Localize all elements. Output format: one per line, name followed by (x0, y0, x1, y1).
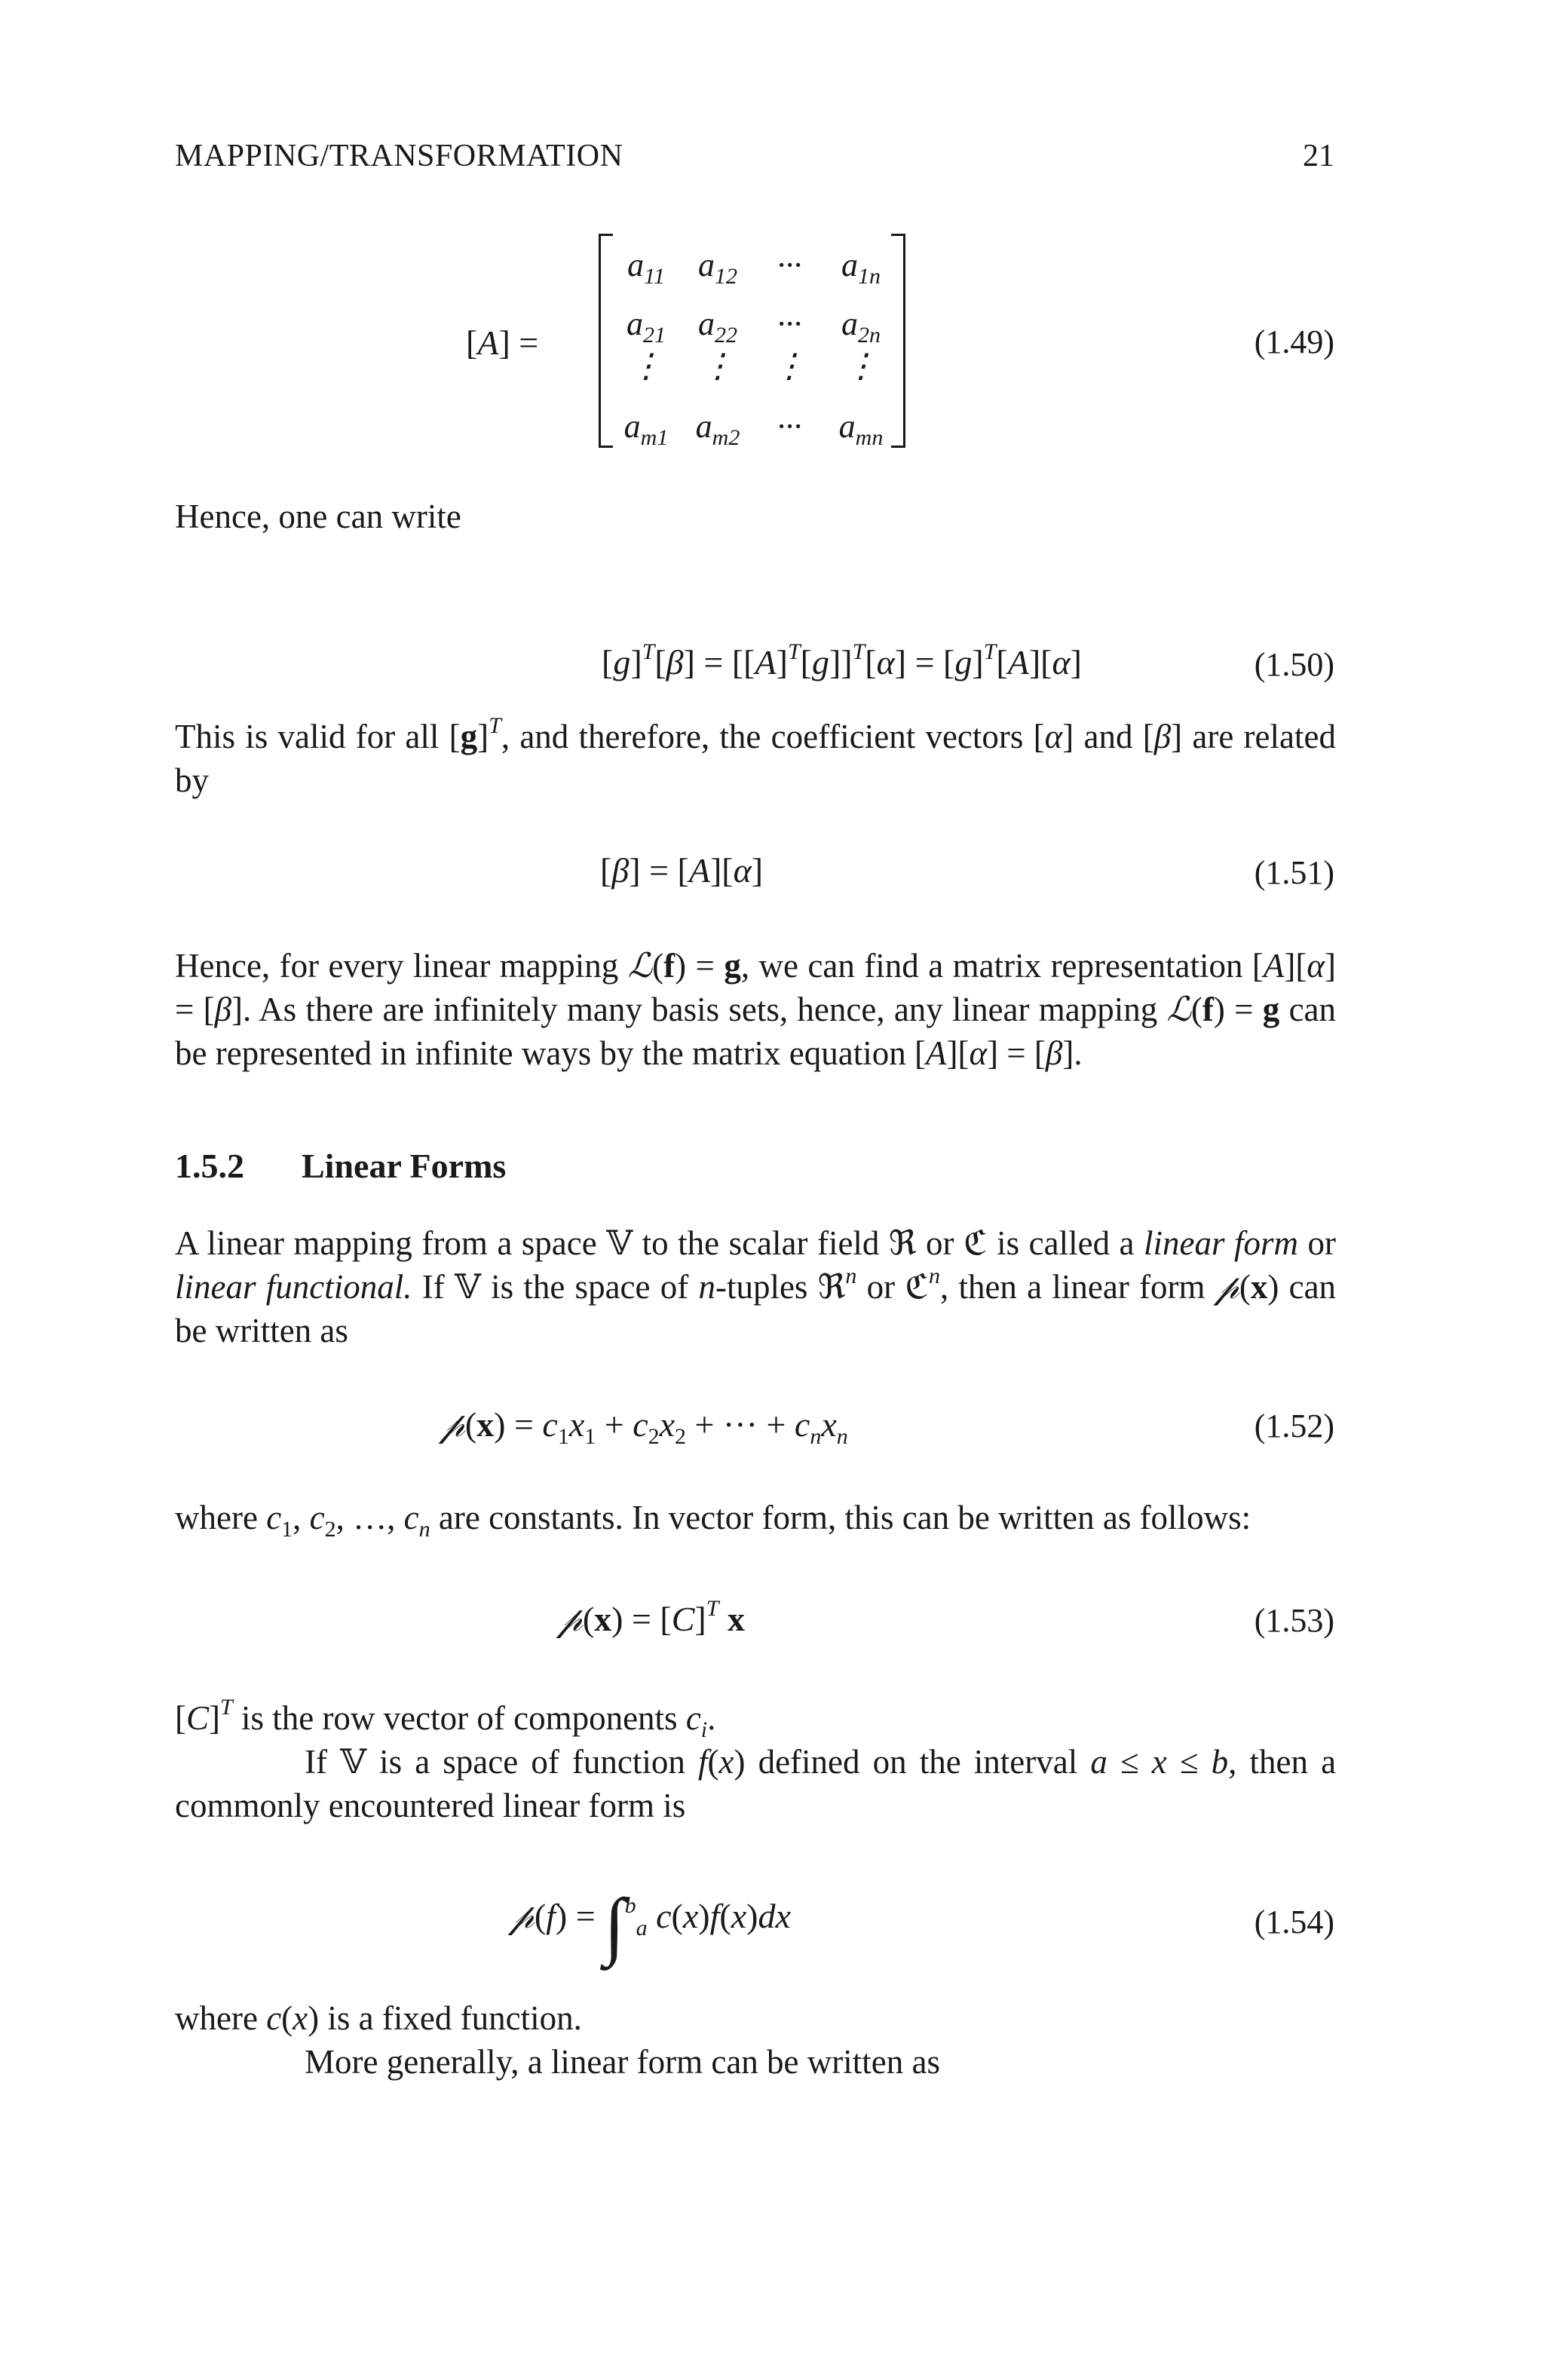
paragraph: where $c_1$, $c_2$, …, $c_n$ are constants. In vector form, this can be written as follows: (175, 1499, 1251, 1542)
matrix-cell: $a_{m1}$ (623, 408, 669, 450)
matrix-cell: ⋮ (844, 348, 878, 384)
matrix-cell: $a_{mn}$ (838, 408, 884, 450)
equation-1-52: 𝓅(x) = $c_1x_1 + c_2x_2$ + ··· + $c_nx_n$ (440, 1404, 848, 1449)
equation-number: (1.54) (1254, 1904, 1334, 1940)
paragraph: If 𝕍 is a space of function f(x) defined on the interval a ≤ x ≤ b, then a commonly encountered linear form is (175, 1743, 1337, 1824)
equation-number: (1.53) (1254, 1602, 1334, 1639)
matrix-cells (605, 226, 906, 452)
equation-number: (1.50) (1254, 646, 1334, 683)
equation-1-53: 𝓅(x) = $[C]^T$ x (558, 1596, 745, 1639)
section-number: 1.5.2 (175, 1147, 244, 1185)
running-header: MAPPING/TRANSFORMATION (175, 139, 623, 173)
matrix-cell: ⋮ (701, 348, 734, 384)
page-number: 21 (1303, 139, 1334, 173)
equation-1-49 (466, 323, 538, 363)
matrix-cell: ⋮ (630, 348, 663, 384)
equation-1-51: [β] = [A][α] (600, 851, 764, 890)
matrix-cell: ··· (777, 305, 802, 342)
matrix-cell: $a_{12}$ (698, 247, 737, 289)
matrix-cell: $a_{1n}$ (841, 247, 881, 289)
paragraph: where c(x) is a fixed function. (175, 1999, 582, 2037)
paragraph: Hence, for every linear mapping ℒ(f) = g, we can find a matrix representation [A][α] = [β]. As there are infinitely many basis sets, hence, any linear mapping ℒ(f) = g can be represented in infinite ways by the matrix equation [A][α] = [β]. (175, 945, 1337, 1072)
paragraph: A linear mapping from a space 𝕍 to the scalar field ℜ or ℭ is called a linear form or linear functional. If 𝕍 is the space of n-tuples ℜ$^n$ or ℭ$^n$, then a linear form 𝓅(x) can be written as (175, 1224, 1337, 1349)
matrix-lhs: [A] = (466, 323, 539, 362)
matrix-cell: ··· (777, 247, 802, 283)
matrix-cell: $a_{m2}$ (695, 408, 740, 450)
paragraph: $[C]^T$ is the row vector of components $c_i$. (175, 1695, 716, 1742)
matrix-cell: ··· (777, 408, 802, 445)
equation-number: (1.52) (1254, 1407, 1334, 1444)
paragraph: Hence, one can write (175, 498, 461, 535)
matrix-cell: ⋮ (773, 348, 806, 384)
matrix-cell: $a_{2n}$ (841, 305, 881, 348)
equation-number: (1.49) (1254, 323, 1334, 360)
matrix-cell: $a_{11}$ (627, 247, 665, 289)
section-title: Linear Forms (302, 1147, 507, 1185)
equation-number: (1.51) (1254, 854, 1334, 891)
matrix-cell: $a_{22}$ (698, 305, 737, 348)
paragraph: This is valid for all $[g]^T$, and therefore, the coefficient vectors [α] and [β] are related by (175, 713, 1336, 799)
equation-1-54: 𝓅(f) = ∫$^b_a$ c(x)f(x)dx (510, 1883, 791, 1967)
matrix-cell: $a_{21}$ (626, 305, 666, 348)
equation-1-50: $[g]^T[\beta] = [[A]^T[g]]^T[\alpha] = [g]^T[A][\alpha]$ (602, 639, 1082, 682)
paragraph: More generally, a linear form can be written as (305, 2043, 940, 2081)
